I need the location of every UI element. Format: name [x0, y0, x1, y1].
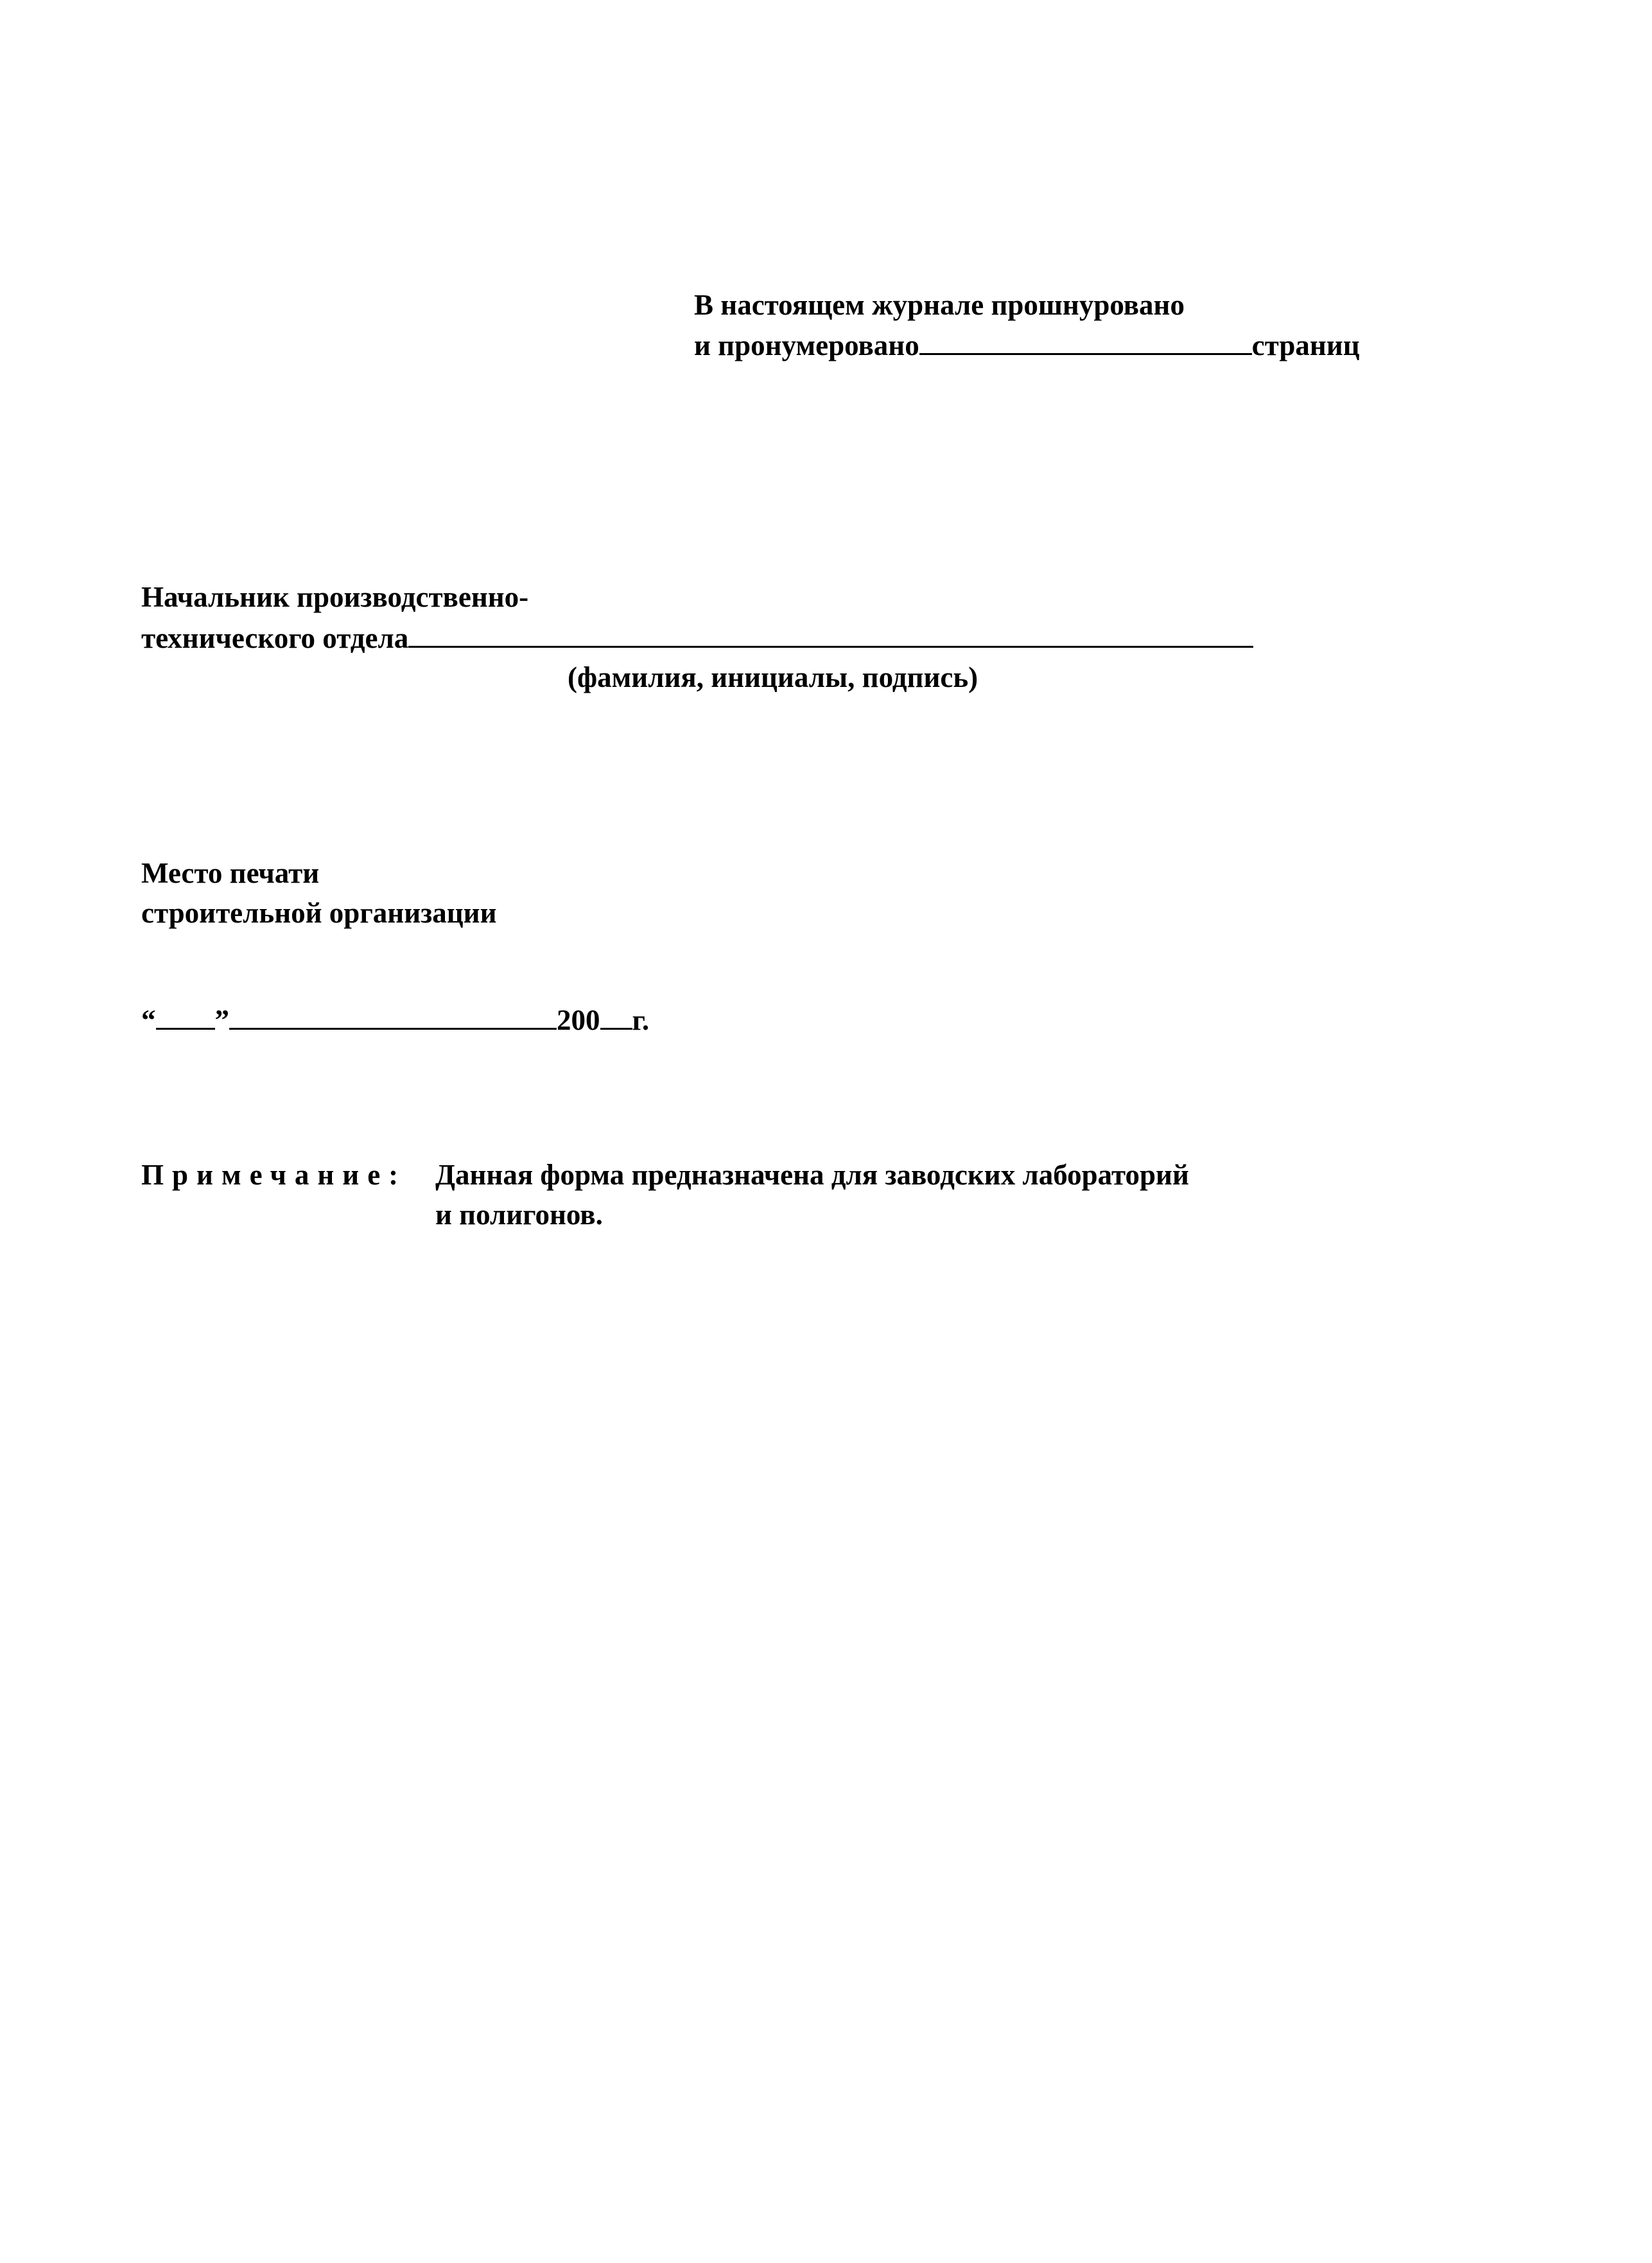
close-quote: ” — [214, 1004, 229, 1036]
note-text-line-2: и полигонов. — [435, 1199, 603, 1231]
certification-suffix: страниц — [1251, 329, 1360, 361]
signature-title-prefix: технического отдела — [141, 622, 409, 654]
certification-prefix: и пронумеровано — [694, 329, 919, 361]
signature-title-line-2 — [141, 623, 1253, 653]
signature-caption: (фамилия, инициалы, подпись) — [568, 661, 978, 693]
year-field[interactable] — [600, 1005, 632, 1030]
date-line — [141, 1005, 649, 1035]
seal-line-2: строительной организации — [141, 897, 497, 929]
signature-title-line-1: Начальник производственно- — [141, 581, 529, 613]
seal-line-1: Место печати — [141, 857, 320, 889]
page-count-field[interactable] — [919, 330, 1252, 355]
day-field[interactable] — [156, 1005, 215, 1030]
year-suffix: г. — [632, 1004, 650, 1036]
month-field[interactable] — [229, 1005, 557, 1030]
note-text-line-1: Данная форма предназначена для заводских лабораторий — [435, 1159, 1189, 1191]
certification-line-2 — [694, 330, 1360, 360]
note-label: Примечание: — [141, 1159, 407, 1191]
open-quote: “ — [141, 1004, 156, 1036]
signature-field[interactable] — [408, 623, 1253, 648]
year-prefix: 200 — [557, 1004, 600, 1036]
certification-line-1: В настоящем журнале прошнуровано — [694, 289, 1185, 321]
